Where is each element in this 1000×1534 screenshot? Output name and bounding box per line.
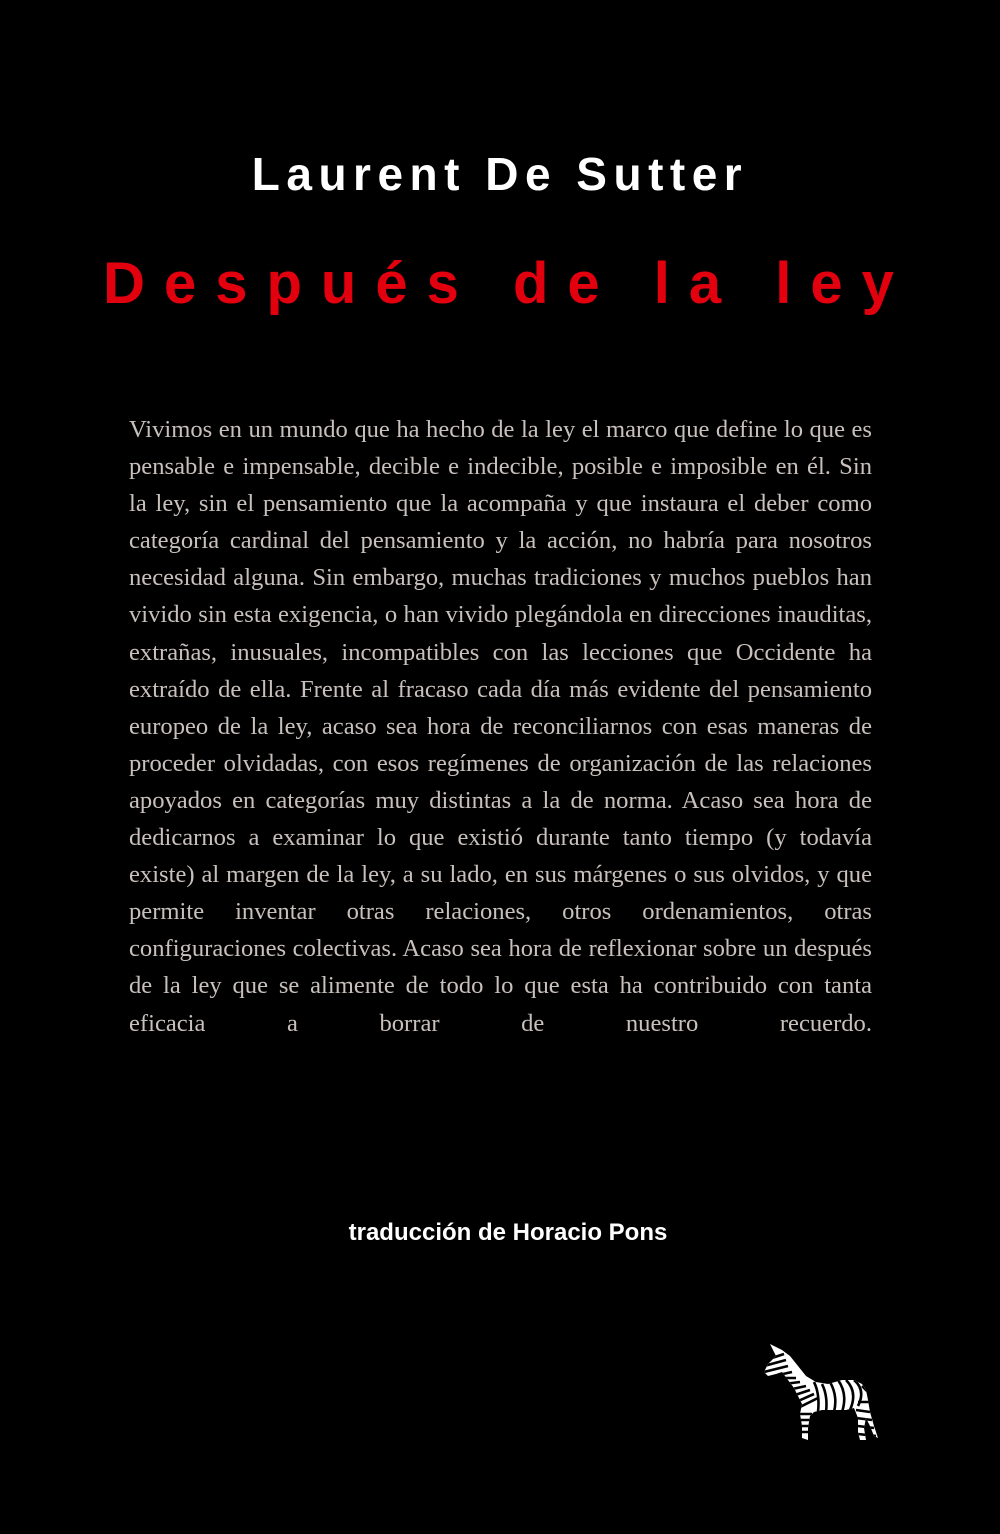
zebra-icon xyxy=(762,1342,880,1444)
translator-credit: traducción de Horacio Pons xyxy=(348,1219,668,1246)
author-name: Laurent De Sutter xyxy=(251,148,749,200)
blurb-text: Vivimos en un mundo que ha hecho de la ley el marco que define lo que es pensable e impensable, decible e indecible, posible e imposible en él. Sin la ley, sin el pensamiento que la acompaña y que instaura el deber como categoría cardinal del pensamiento y la acción, no habría para nosotros necesidad alguna. Sin embargo, muchas tradiciones y muchos pueblos han vivido sin esta exigencia, o han vivido plegándola en direcciones inauditas, extrañas, inusuales, incompatibles con las lecciones que Occidente ha extraído de ella. Frente al fracaso cada día más evidente del pensamiento europeo de la ley, acaso sea hora de reconciliarnos con esas maneras de proceder olvidadas, con esos regímenes de organización de las relaciones apoyados en categorías muy distintas a la de norma. Acaso sea hora de dedicarnos a examinar lo que existió durante tanto tiempo (y todavía existe) al margen de la ley, a su lado, en sus márgenes o sus olvidos, y que permite inventar otras relaciones, otros ordenamientos, otras configuraciones colectivas. Acaso sea hora de reflexionar sobre un después de la ley que se alimente de todo lo que esta ha contribuido con tanta eficacia a borrar de nuestro recuerdo. xyxy=(129,416,872,1037)
book-title: Después de la ley xyxy=(103,251,913,316)
